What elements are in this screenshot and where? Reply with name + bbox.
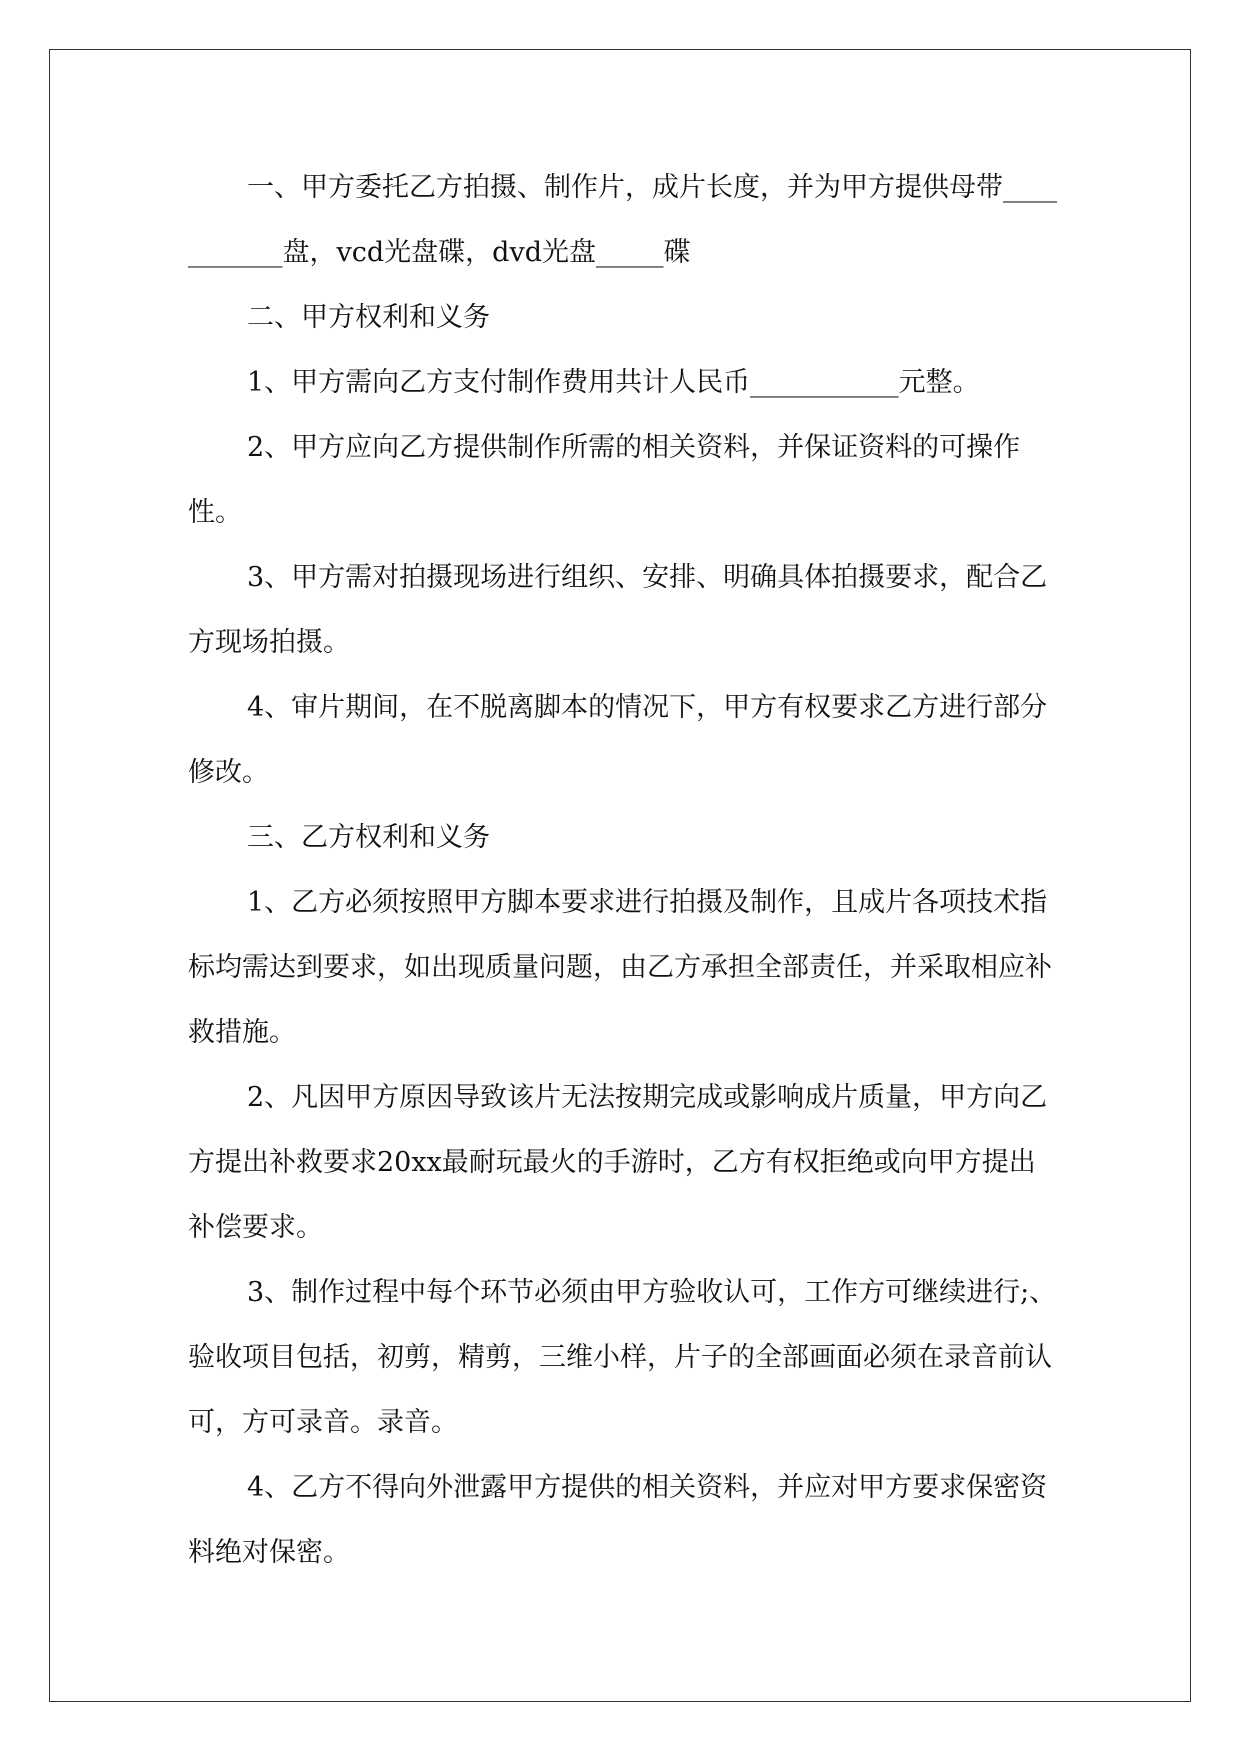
paragraph-2-4: 4、审片期间，在不脱离脚本的情况下，甲方有权要求乙方进行部分修改。	[188, 692, 1048, 788]
section-heading-2: 二、甲方权利和义务	[247, 302, 490, 333]
document-body	[188, 155, 1058, 1585]
paragraph-3-3: 3、制作过程中每个环节必须由甲方验收认可，工作方可继续进行;、验收项目包括，初剪，精剪，三维小样，片子的全部画面必须在录音前认可，方可录音。录音。	[188, 1277, 1057, 1438]
paragraph-1: 一、甲方委托乙方拍摄、制作片，成片长度，并为甲方提供母带___________盘，vcd光盘碟，dvd光盘_____碟	[188, 172, 1057, 268]
paragraph-2-3: 3、甲方需对拍摄现场进行组织、安排、明确具体拍摄要求，配合乙方现场拍摄。	[188, 562, 1048, 658]
paragraph-3-1: 1、乙方必须按照甲方脚本要求进行拍摄及制作，且成片各项技术指标均需达到要求，如出现质量问题，由乙方承担全部责任，并采取相应补救措施。	[188, 887, 1052, 1048]
paragraph-2-1: 1、甲方需向乙方支付制作费用共计人民币___________元整。	[247, 367, 980, 398]
paragraph-2-2: 2、甲方应向乙方提供制作所需的相关资料，并保证资料的可操作性。	[188, 432, 1021, 528]
section-heading-3: 三、乙方权利和义务	[247, 822, 490, 853]
paragraph-3-4: 4、乙方不得向外泄露甲方提供的相关资料，并应对甲方要求保密资料绝对保密。	[188, 1472, 1048, 1568]
paragraph-3-2: 2、凡因甲方原因导致该片无法按期完成或影响成片质量，甲方向乙方提出补救要求20xx最耐玩最火的手游时，乙方有权拒绝或向甲方提出补偿要求。	[188, 1082, 1048, 1243]
